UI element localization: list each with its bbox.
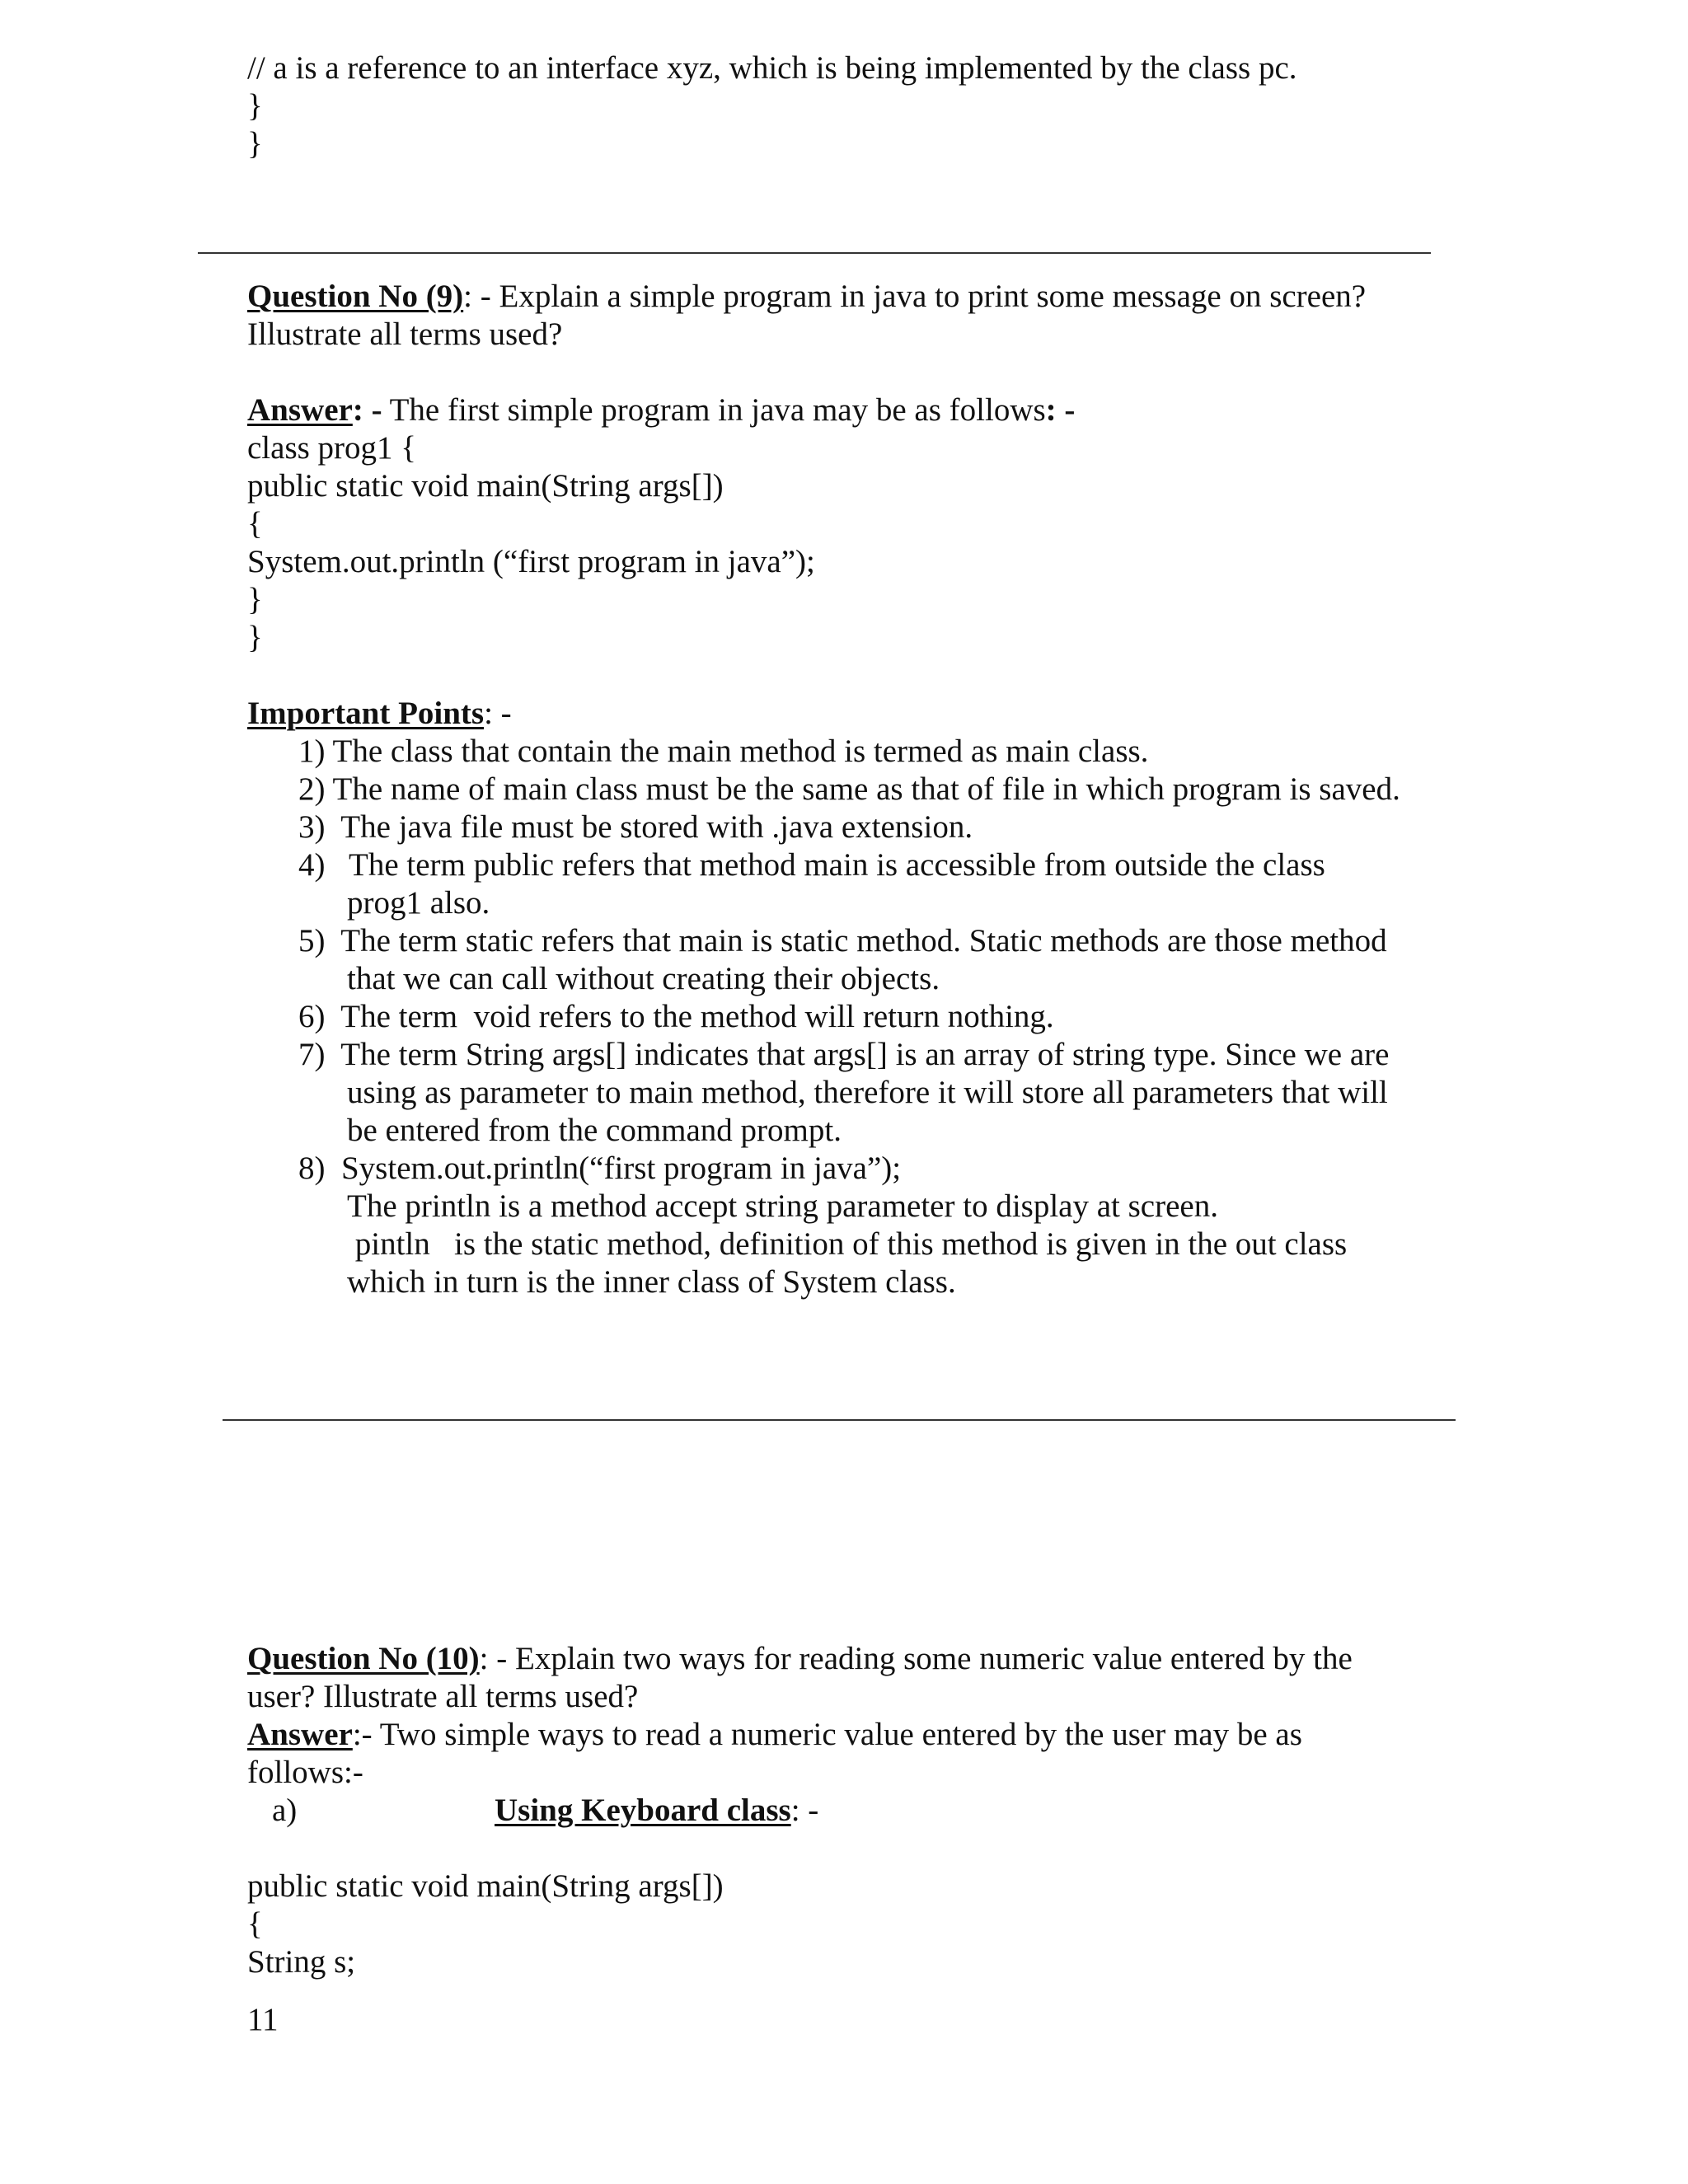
question-9-heading — [247, 278, 1366, 316]
code-line: } — [247, 582, 263, 617]
code-line: } — [247, 620, 263, 655]
list-item-continuation: pintln is the static method, definition of this method is given in the out class — [347, 1226, 1348, 1262]
list-item-continuation: be entered from the command prompt. — [347, 1113, 842, 1148]
code-line: System.out.println (“first program in java”); — [247, 544, 815, 579]
important-points-heading — [247, 695, 512, 733]
important-points-suffix: : - — [484, 696, 512, 731]
question-9-label: Question No (9) — [247, 279, 464, 314]
code-line: { — [247, 506, 263, 541]
answer-colon: : - — [352, 392, 382, 428]
list-item-continuation: that we can call without creating their objects. — [347, 961, 940, 996]
list-item-continuation: using as parameter to main method, therefore it will store all parameters that will — [347, 1075, 1388, 1110]
list-item: 2) The name of main class must be the same as that of file in which program is saved. — [298, 771, 1400, 807]
question-9-text: : - Explain a simple program in java to print some message on screen? — [463, 279, 1367, 314]
answer-text-line2: follows:- — [247, 1755, 363, 1790]
list-item: 7) The term String args[] indicates that args[] is an array of string type. Since we are — [298, 1037, 1390, 1072]
code-line: String s; — [247, 1944, 356, 1980]
list-item: 4) The term public refers that method main is accessible from outside the class — [298, 847, 1325, 883]
code-closing-brace: } — [247, 126, 263, 162]
answer-label: Answer — [247, 392, 353, 428]
item-a-marker: a) — [272, 1793, 298, 1828]
section-divider — [198, 252, 1431, 254]
question-9-answer-intro — [247, 391, 1075, 429]
question-10-heading-line2: user? Illustrate all terms used? — [247, 1679, 639, 1714]
list-item: 5) The term static refers that main is static method. Static methods are those method — [298, 923, 1387, 958]
answer-end: : - — [1045, 392, 1076, 428]
item-a-suffix: : - — [790, 1793, 819, 1828]
section-divider — [223, 1419, 1456, 1421]
list-item-continuation: which in turn is the inner class of System class. — [347, 1264, 956, 1300]
question-10-answer-intro — [247, 1716, 1302, 1754]
answer-text: The first simple program in java may be as follows — [382, 392, 1046, 428]
list-item: 8) System.out.println(“first program in java”); — [298, 1151, 902, 1186]
list-item-continuation: prog1 also. — [347, 885, 490, 921]
list-item: 1) The class that contain the main method is termed as main class. — [298, 733, 1149, 769]
question-10-heading — [247, 1640, 1353, 1678]
question-10-text: : - Explain two ways for reading some numeric value entered by the — [479, 1641, 1353, 1676]
question-9-heading-line2: Illustrate all terms used? — [247, 316, 563, 352]
question-10-label: Question No (10) — [247, 1641, 480, 1676]
code-line: public static void main(String args[]) — [247, 1868, 724, 1904]
important-points-label: Important Points — [247, 696, 485, 731]
item-a-heading — [495, 1792, 818, 1830]
page-number: 11 — [247, 2002, 279, 2037]
answer-label: Answer — [247, 1717, 353, 1752]
answer-text: :- Two simple ways to read a numeric value entered by the user may be as — [352, 1717, 1302, 1752]
code-closing-brace: } — [247, 88, 263, 124]
list-item: 6) The term void refers to the method will return nothing. — [298, 999, 1054, 1034]
code-line: { — [247, 1906, 263, 1942]
code-comment-line: // a is a reference to an interface xyz, which is being implemented by the class pc. — [247, 50, 1297, 86]
list-item-continuation: The println is a method accept string parameter to display at screen. — [347, 1188, 1218, 1224]
item-a-title: Using Keyboard class — [495, 1793, 791, 1828]
code-line: public static void main(String args[]) — [247, 468, 724, 504]
code-line: class prog1 { — [247, 430, 417, 466]
list-item: 3) The java file must be stored with .java extension. — [298, 809, 973, 845]
